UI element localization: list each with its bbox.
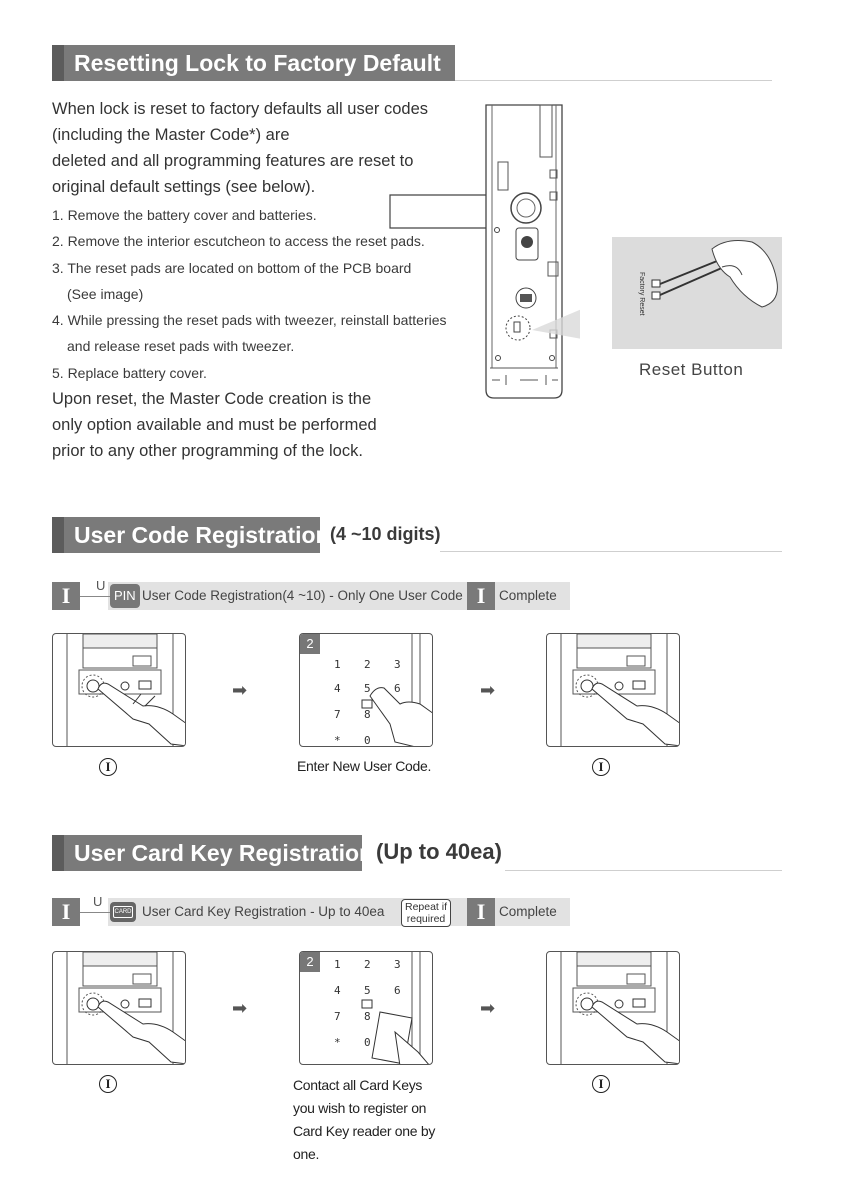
section-title: Resetting Lock to Factory Default <box>74 50 441 76</box>
repeat-line: required <box>406 913 446 925</box>
intro-line: original default settings (see below). <box>52 178 316 196</box>
outro-line: prior to any other programming of the lock. <box>52 442 363 460</box>
lock-panel-press-i <box>52 951 186 1065</box>
interior-button-circle-icon: I <box>592 1075 610 1093</box>
section-subtitle: (Up to 40ea) <box>376 839 502 864</box>
lock-panel-press-i <box>546 951 680 1065</box>
svg-text:5: 5 <box>364 984 371 997</box>
step-item: 5. Replace battery cover. <box>52 364 207 381</box>
reset-pads-detail <box>612 237 782 349</box>
intro-paragraph <box>52 96 428 200</box>
outro-line: Upon reset, the Master Code creation is the <box>52 390 372 408</box>
press-i-illustration <box>547 634 680 747</box>
lock-panel-press-i <box>52 633 186 747</box>
caption-line: one. <box>293 1146 320 1162</box>
step-caption: Enter New User Code. <box>297 758 432 774</box>
card-icon-label: CARD <box>113 906 133 918</box>
svg-text:2: 2 <box>364 658 371 671</box>
sequence-text: User Code Registration(4 ~10) - Only One User Code <box>142 588 463 603</box>
arrow-right-icon: ➡ <box>232 680 248 700</box>
intro-line: deleted and all programming features are reset to <box>52 152 414 170</box>
svg-text:6: 6 <box>394 682 401 695</box>
press-i-illustration <box>53 634 186 747</box>
interior-button-icon: I <box>52 898 80 926</box>
intro-line: (including the Master Code*) are <box>52 126 290 144</box>
press-i-illustration <box>53 952 186 1065</box>
step-number-badge: 2 <box>300 634 320 654</box>
step-number-badge: 2 <box>300 952 320 972</box>
interior-button-circle-icon: I <box>99 1075 117 1093</box>
reset-button-label: Reset Button <box>639 360 744 379</box>
intro-line: When lock is reset to factory defaults all user codes <box>52 100 429 118</box>
svg-text:*: * <box>334 734 341 747</box>
caption-line: Contact all Card Keys <box>293 1077 423 1093</box>
svg-text:0: 0 <box>364 1036 371 1049</box>
repeat-if-required-badge <box>401 899 451 927</box>
svg-text:3: 3 <box>394 958 401 971</box>
svg-text:3: 3 <box>394 658 401 671</box>
lock-interior-illustration <box>380 100 580 405</box>
svg-text:1: 1 <box>334 658 341 671</box>
step-caption <box>293 1074 435 1166</box>
svg-text:8: 8 <box>364 708 371 721</box>
svg-text:2: 2 <box>364 958 371 971</box>
arrow-right-icon: ➡ <box>480 680 496 700</box>
lock-panel-press-i <box>546 633 680 747</box>
complete-label: Complete <box>499 588 557 603</box>
step-item: (See image) <box>67 285 144 302</box>
card-icon <box>110 902 136 922</box>
interior-button-icon: I <box>467 898 495 926</box>
section-subtitle: (4 ~10 digits) <box>330 524 441 544</box>
divider <box>455 80 772 81</box>
step-item: 4. While pressing the reset pads with tweezer, reinstall batteries <box>52 312 447 329</box>
svg-text:0: 0 <box>364 734 371 747</box>
section-title: User Card Key Registration <box>74 840 374 866</box>
interior-button-circle-icon: I <box>592 758 610 776</box>
step-item: 3. The reset pads are located on bottom of the PCB board <box>52 259 412 276</box>
pcb-label: Factory Reset <box>638 272 645 316</box>
sequence-text: User Card Key Registration - Up to 40ea <box>142 904 385 919</box>
lock-panel-keypad <box>299 633 433 747</box>
step-item: and release reset pads with tweezer. <box>67 338 295 355</box>
svg-text:4: 4 <box>334 682 341 695</box>
interior-button-circle-icon: I <box>99 758 117 776</box>
outro-line: only option available and must be performed <box>52 416 377 434</box>
caption-line: Card Key reader one by <box>293 1123 436 1139</box>
pin-icon: PIN <box>110 584 140 608</box>
svg-text:*: * <box>334 1036 341 1049</box>
section-title: User Code Registration <box>74 522 330 548</box>
interior-button-icon: I <box>467 582 495 610</box>
svg-text:7: 7 <box>334 1010 341 1023</box>
outro-paragraph <box>52 386 377 464</box>
arrow-right-icon: ➡ <box>232 998 248 1018</box>
lock-panel-card-reader <box>299 951 433 1065</box>
complete-label: Complete <box>499 904 557 919</box>
step-item: 1. Remove the battery cover and batteries. <box>52 207 317 223</box>
divider <box>440 551 782 552</box>
svg-text:8: 8 <box>364 1010 371 1023</box>
press-i-illustration <box>547 952 680 1065</box>
svg-text:4: 4 <box>334 984 341 997</box>
svg-text:5: 5 <box>364 682 371 695</box>
caption-line: you wish to register on <box>293 1100 427 1116</box>
arrow-right-icon: ➡ <box>480 998 496 1018</box>
svg-text:6: 6 <box>394 984 401 997</box>
u-label: U <box>96 578 106 593</box>
divider <box>505 870 782 871</box>
u-label: U <box>93 894 103 909</box>
step-item: 2. Remove the interior escutcheon to access the reset pads. <box>52 233 425 250</box>
repeat-line: Repeat if <box>404 901 448 913</box>
interior-button-icon: I <box>52 582 80 610</box>
svg-text:1: 1 <box>334 958 341 971</box>
svg-text:7: 7 <box>334 708 341 721</box>
